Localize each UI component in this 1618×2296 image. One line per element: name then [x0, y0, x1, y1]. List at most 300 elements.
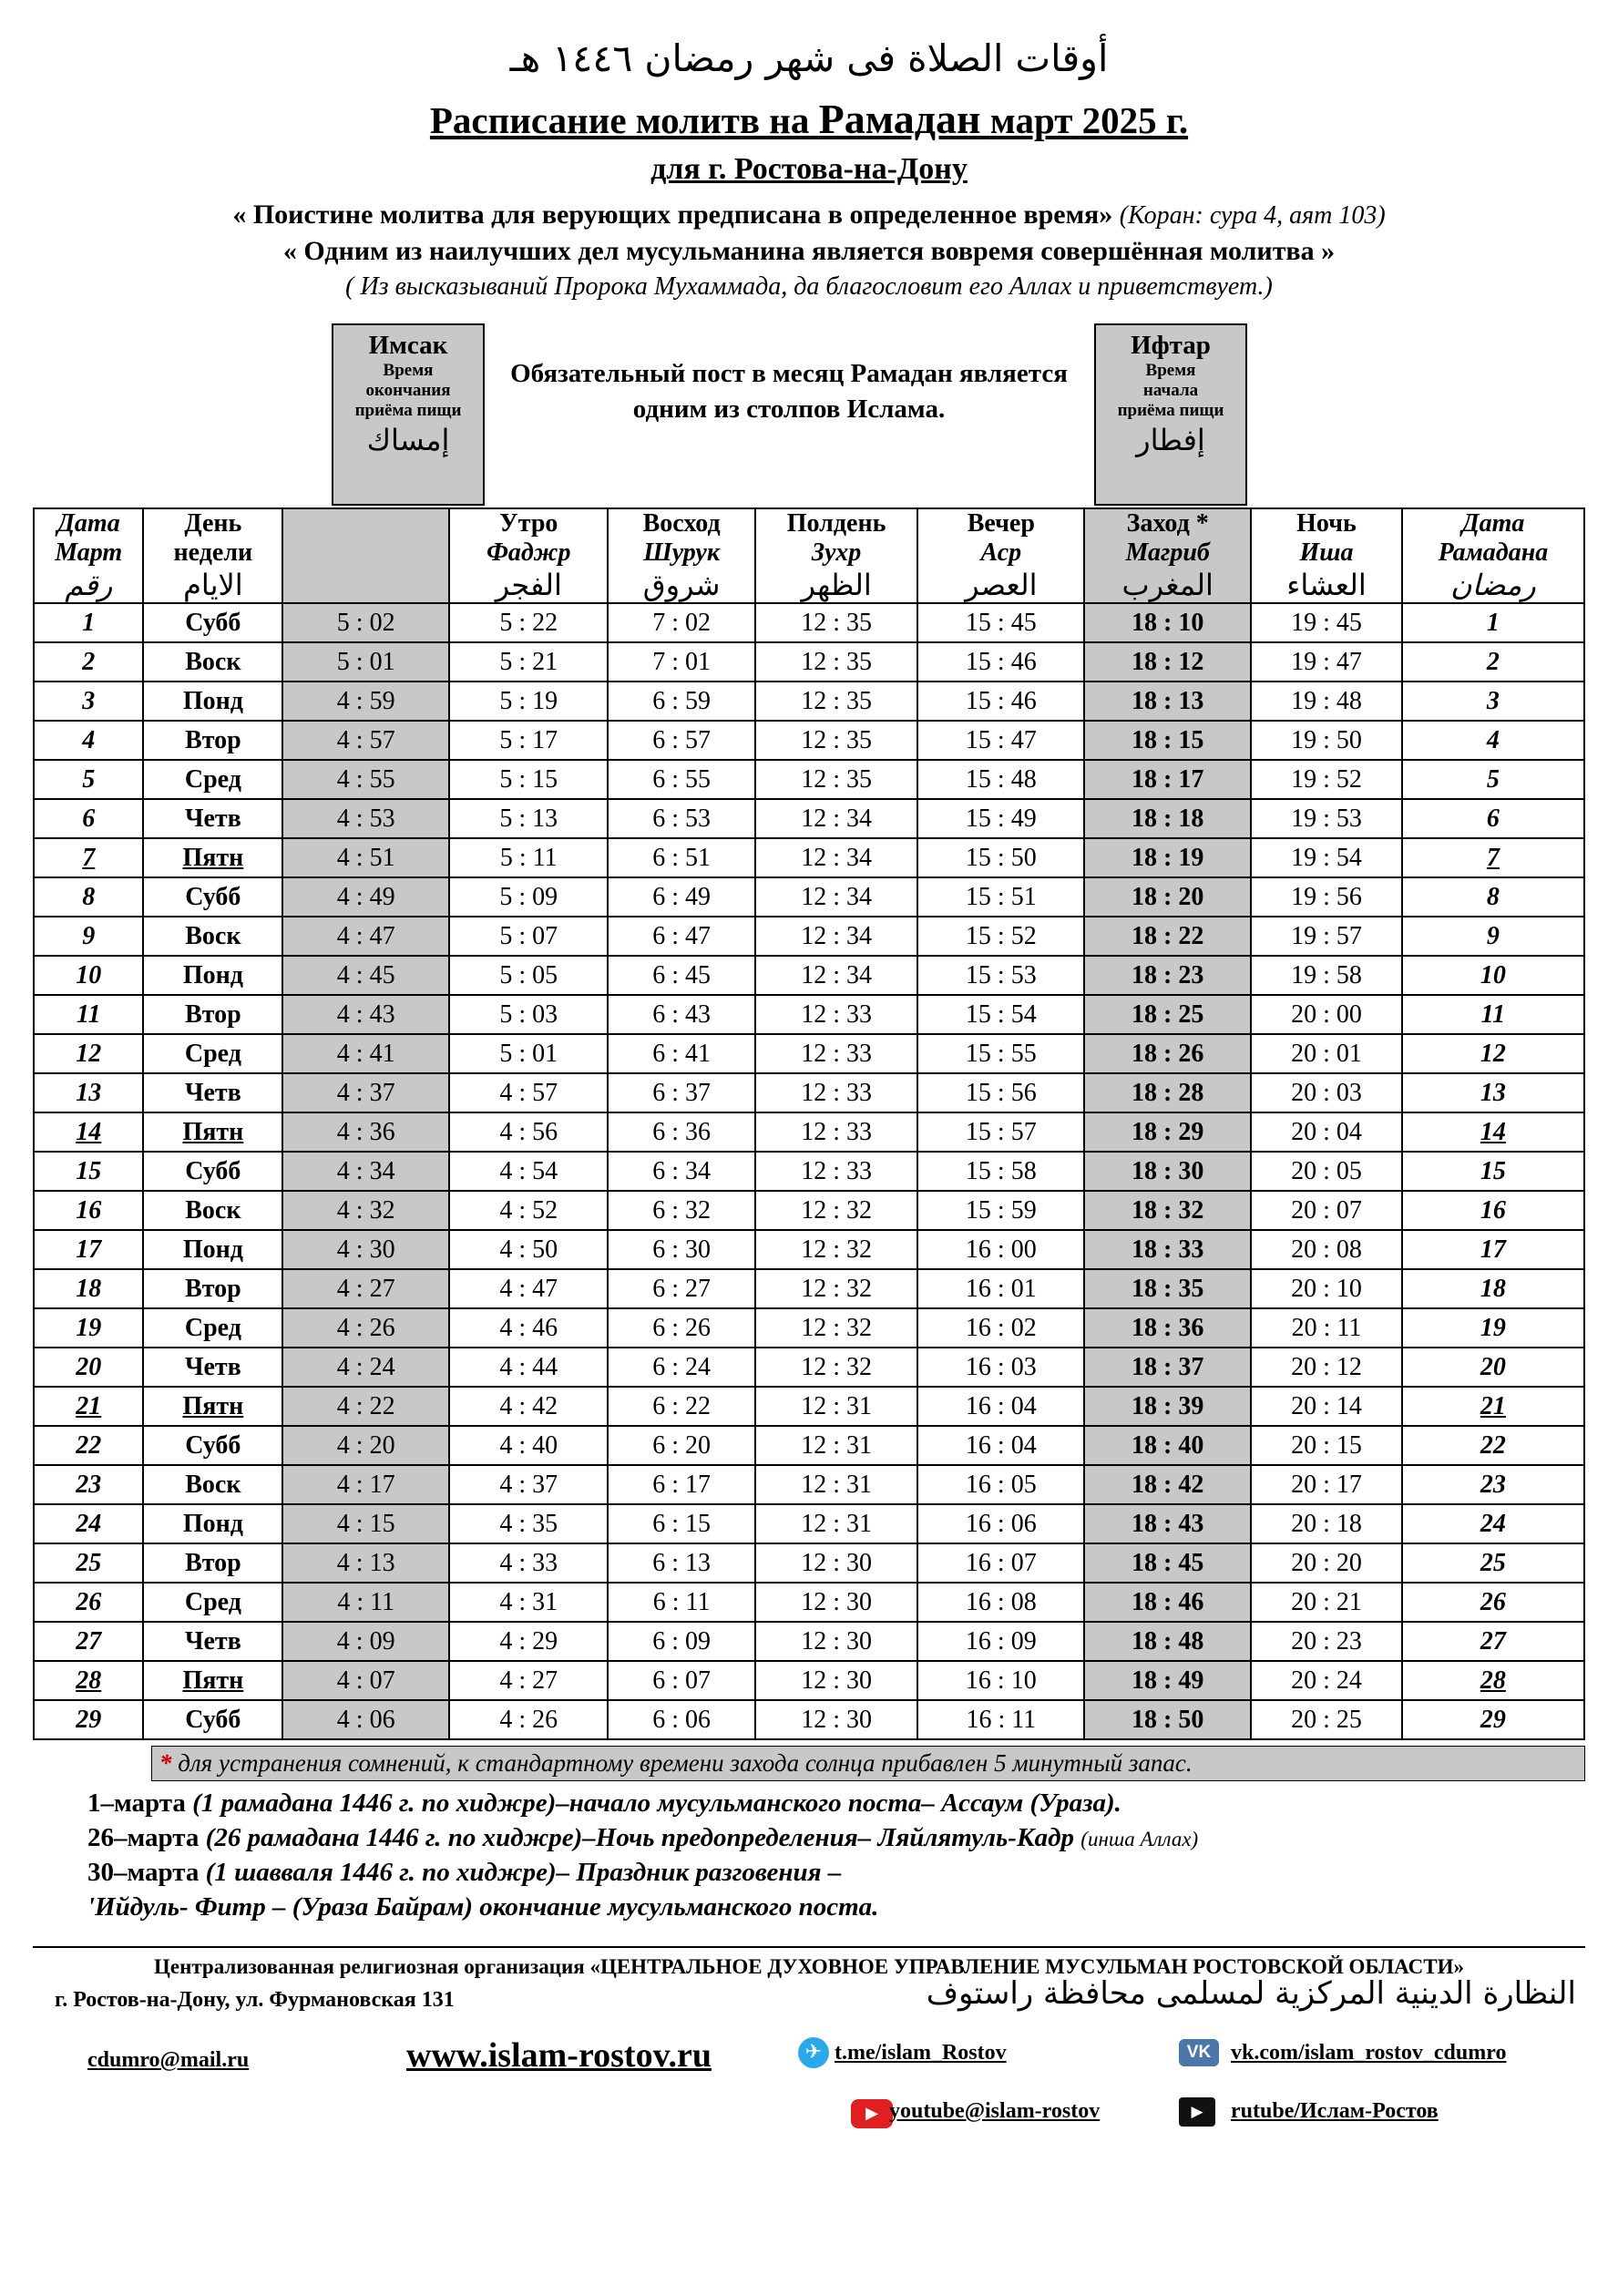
- cell-isha: 20 : 21: [1251, 1583, 1402, 1622]
- table-row: [34, 721, 1584, 760]
- cell-ramadan: 14: [1402, 1112, 1584, 1152]
- cell-isha: 19 : 56: [1251, 877, 1402, 917]
- table-head: [34, 508, 1584, 603]
- cell-zuhr: 12 : 31: [755, 1387, 918, 1426]
- cell-magrib: 18 : 12: [1084, 642, 1251, 682]
- cell-asr: 15 : 52: [917, 917, 1084, 956]
- cell-asr: 16 : 02: [917, 1308, 1084, 1348]
- cell-isha: 20 : 14: [1251, 1387, 1402, 1426]
- cell-fajr: 5 : 13: [449, 799, 608, 838]
- cell-asr: 16 : 09: [917, 1622, 1084, 1661]
- holiday-note: [87, 1858, 1585, 1888]
- cell-imsak: 4 : 53: [282, 799, 449, 838]
- cell-zuhr: 12 : 34: [755, 838, 918, 877]
- cell-fajr: 5 : 05: [449, 956, 608, 995]
- th-asr-l1: Вечер: [967, 509, 1035, 538]
- banner-row: [33, 323, 1585, 506]
- cell-date: 22: [34, 1426, 143, 1465]
- cell-day: Воск: [143, 1191, 282, 1230]
- cell-imsak: 5 : 01: [282, 642, 449, 682]
- cell-day: Четв: [143, 799, 282, 838]
- cell-asr: 16 : 00: [917, 1230, 1084, 1269]
- th-weekday-l1: День: [184, 509, 242, 538]
- cell-imsak: 4 : 41: [282, 1034, 449, 1073]
- table-row: [34, 1622, 1584, 1661]
- th-zuhr-l2: Зухр: [811, 538, 862, 567]
- magrib-footnote: [151, 1746, 1585, 1781]
- cell-day: Сред: [143, 1034, 282, 1073]
- cell-asr: 15 : 55: [917, 1034, 1084, 1073]
- th-isha: [1251, 508, 1402, 603]
- cell-asr: 16 : 08: [917, 1583, 1084, 1622]
- cell-asr: 15 : 49: [917, 799, 1084, 838]
- cell-zuhr: 12 : 35: [755, 603, 918, 642]
- th-date-march-l1: Дата: [56, 509, 120, 538]
- cell-magrib: 18 : 30: [1084, 1152, 1251, 1191]
- cell-fajr: 5 : 17: [449, 721, 608, 760]
- cell-zuhr: 12 : 31: [755, 1465, 918, 1504]
- page-subtitle: для г. Ростова-на-Дону: [650, 152, 968, 186]
- th-asr-ar: العصر: [965, 568, 1038, 602]
- th-weekday-ar: الايام: [183, 568, 243, 602]
- quran-quote: [33, 200, 1585, 231]
- th-date-march-ar: رقم: [65, 568, 113, 602]
- cell-fajr: 5 : 22: [449, 603, 608, 642]
- footer-rutube[interactable]: rutube/Ислам-Ростов: [1231, 2099, 1439, 2123]
- cell-asr: 15 : 51: [917, 877, 1084, 917]
- cell-isha: 19 : 54: [1251, 838, 1402, 877]
- cell-shuruk: 6 : 15: [608, 1504, 754, 1543]
- table-row: [34, 1073, 1584, 1112]
- th-date-march-l2: Март: [55, 538, 123, 567]
- cell-zuhr: 12 : 33: [755, 1152, 918, 1191]
- cell-asr: 15 : 46: [917, 682, 1084, 721]
- quran-quote-text: « Поистине молитва для верующих предписана в определенное время»: [232, 200, 1113, 230]
- title-ramadan: Рамадан: [818, 96, 981, 142]
- holiday-note-extra: (инша Аллах): [1080, 1828, 1199, 1850]
- table-row: [34, 917, 1584, 956]
- magrib-footnote-text: для устранения сомнений, к стандартному времени захода солнца прибавлен 5 минутный запас.: [178, 1749, 1193, 1777]
- th-ramadan-l2: Рамадана: [1438, 538, 1549, 567]
- cell-zuhr: 12 : 34: [755, 799, 918, 838]
- cell-date: 7: [34, 838, 143, 877]
- cell-ramadan: 22: [1402, 1426, 1584, 1465]
- cell-date: 20: [34, 1348, 143, 1387]
- th-magrib-ar: المغرب: [1121, 568, 1214, 602]
- cell-imsak: 4 : 07: [282, 1661, 449, 1700]
- cell-fajr: 4 : 33: [449, 1543, 608, 1583]
- imsak-arabic: إمساك: [366, 422, 450, 457]
- th-asr: [917, 508, 1084, 603]
- cell-magrib: 18 : 45: [1084, 1543, 1251, 1583]
- cell-imsak: 4 : 36: [282, 1112, 449, 1152]
- cell-day: Понд: [143, 1230, 282, 1269]
- cell-ramadan: 23: [1402, 1465, 1584, 1504]
- cell-fajr: 4 : 56: [449, 1112, 608, 1152]
- th-date-march: [34, 508, 143, 603]
- cell-date: 27: [34, 1622, 143, 1661]
- cell-fajr: 5 : 07: [449, 917, 608, 956]
- cell-zuhr: 12 : 34: [755, 877, 918, 917]
- cell-asr: 16 : 11: [917, 1700, 1084, 1739]
- title-month-year: март 2025 г.: [989, 99, 1189, 141]
- cell-date: 14: [34, 1112, 143, 1152]
- cell-magrib: 18 : 40: [1084, 1426, 1251, 1465]
- cell-shuruk: 6 : 30: [608, 1230, 754, 1269]
- th-magrib-l1: Заход *: [1126, 509, 1209, 538]
- cell-ramadan: 24: [1402, 1504, 1584, 1543]
- table-header-row: [34, 508, 1584, 603]
- cell-fajr: 4 : 42: [449, 1387, 608, 1426]
- cell-imsak: 4 : 06: [282, 1700, 449, 1739]
- holiday-note: [87, 1892, 1585, 1922]
- cell-isha: 20 : 07: [1251, 1191, 1402, 1230]
- asterisk-marker: *: [159, 1749, 172, 1777]
- cell-shuruk: 6 : 41: [608, 1034, 754, 1073]
- cell-shuruk: 6 : 55: [608, 760, 754, 799]
- footer-social-row: [33, 2090, 1585, 2141]
- hadith-quote: « Одним из наилучших дел мусульманина является вовремя совершённая молитва »: [282, 236, 1336, 266]
- footer-youtube[interactable]: youtube@islam-rostov: [889, 2099, 1101, 2123]
- cell-date: 24: [34, 1504, 143, 1543]
- cell-fajr: 4 : 46: [449, 1308, 608, 1348]
- cell-date: 2: [34, 642, 143, 682]
- cell-shuruk: 7 : 02: [608, 603, 754, 642]
- th-fajr: [449, 508, 608, 603]
- cell-asr: 16 : 04: [917, 1426, 1084, 1465]
- cell-date: 9: [34, 917, 143, 956]
- cell-ramadan: 17: [1402, 1230, 1584, 1269]
- table-row: [34, 877, 1584, 917]
- footer-website[interactable]: www.islam-rostov.ru: [406, 2036, 712, 2075]
- cell-ramadan: 18: [1402, 1269, 1584, 1308]
- table-row: [34, 1583, 1584, 1622]
- cell-zuhr: 12 : 32: [755, 1269, 918, 1308]
- cell-zuhr: 12 : 35: [755, 642, 918, 682]
- holiday-note-date: 1–марта: [87, 1789, 186, 1818]
- cell-ramadan: 7: [1402, 838, 1584, 877]
- footer-address: г. Ростов-на-Дону, ул. Фурмановская 131: [55, 1988, 455, 2012]
- cell-fajr: 4 : 40: [449, 1426, 608, 1465]
- cell-isha: 20 : 00: [1251, 995, 1402, 1034]
- th-fajr-l1: Утро: [499, 509, 558, 538]
- cell-asr: 15 : 47: [917, 721, 1084, 760]
- title-prefix: Расписание молитв на: [429, 99, 810, 141]
- cell-date: 6: [34, 799, 143, 838]
- cell-shuruk: 6 : 53: [608, 799, 754, 838]
- table-row: [34, 1387, 1584, 1426]
- cell-ramadan: 8: [1402, 877, 1584, 917]
- footer: [33, 1946, 1585, 2141]
- cell-zuhr: 12 : 33: [755, 1034, 918, 1073]
- cell-fajr: 4 : 26: [449, 1700, 608, 1739]
- cell-magrib: 18 : 17: [1084, 760, 1251, 799]
- cell-isha: 20 : 01: [1251, 1034, 1402, 1073]
- cell-shuruk: 6 : 24: [608, 1348, 754, 1387]
- table-row: [34, 603, 1584, 642]
- cell-magrib: 18 : 26: [1084, 1034, 1251, 1073]
- cell-isha: 19 : 47: [1251, 642, 1402, 682]
- cell-imsak: 4 : 09: [282, 1622, 449, 1661]
- cell-zuhr: 12 : 33: [755, 995, 918, 1034]
- cell-shuruk: 6 : 26: [608, 1308, 754, 1348]
- cell-shuruk: 6 : 22: [608, 1387, 754, 1426]
- th-weekday: [143, 508, 282, 603]
- th-isha-ar: العشاء: [1286, 568, 1367, 602]
- th-zuhr-l1: Полдень: [786, 509, 886, 538]
- footer-vk[interactable]: vk.com/islam_rostov_cdumro: [1231, 2041, 1507, 2065]
- footer-organization: Централизованная религиозная организация «ЦЕНТРАЛЬНОЕ ДУХОВНОЕ УПРАВЛЕНИЕ МУСУЛЬМАН РОСТОВСКОЙ ОБЛАСТИ»: [154, 1955, 1464, 1978]
- cell-zuhr: 12 : 35: [755, 682, 918, 721]
- cell-zuhr: 12 : 34: [755, 917, 918, 956]
- th-zuhr-ar: الظهر: [801, 568, 872, 602]
- cell-asr: 15 : 46: [917, 642, 1084, 682]
- cell-isha: 20 : 08: [1251, 1230, 1402, 1269]
- cell-shuruk: 6 : 11: [608, 1583, 754, 1622]
- cell-imsak: 4 : 30: [282, 1230, 449, 1269]
- th-fajr-ar: الفجر: [495, 568, 562, 602]
- cell-magrib: 18 : 29: [1084, 1112, 1251, 1152]
- cell-ramadan: 3: [1402, 682, 1584, 721]
- cell-day: Четв: [143, 1073, 282, 1112]
- cell-isha: 20 : 04: [1251, 1112, 1402, 1152]
- th-shuruk-l1: Восход: [642, 509, 721, 538]
- footer-email[interactable]: cdumro@mail.ru: [87, 2048, 250, 2072]
- cell-asr: 15 : 50: [917, 838, 1084, 877]
- cell-day: Втор: [143, 1269, 282, 1308]
- cell-date: 15: [34, 1152, 143, 1191]
- cell-day: Сред: [143, 1583, 282, 1622]
- cell-day: Воск: [143, 917, 282, 956]
- cell-imsak: 4 : 20: [282, 1426, 449, 1465]
- cell-imsak: 4 : 43: [282, 995, 449, 1034]
- cell-fajr: 5 : 11: [449, 838, 608, 877]
- cell-shuruk: 6 : 59: [608, 682, 754, 721]
- cell-date: 28: [34, 1661, 143, 1700]
- holiday-note: [87, 1823, 1585, 1853]
- cell-isha: 20 : 20: [1251, 1543, 1402, 1583]
- cell-day: Сред: [143, 1308, 282, 1348]
- hadith-quote-source: ( Из высказываний Пророка Мухаммада, да благословит его Аллах и приветствует.): [345, 272, 1273, 301]
- cell-asr: 15 : 48: [917, 760, 1084, 799]
- youtube-icon[interactable]: ▶: [851, 2099, 893, 2128]
- cell-magrib: 18 : 46: [1084, 1583, 1251, 1622]
- cell-magrib: 18 : 25: [1084, 995, 1251, 1034]
- cell-asr: 16 : 03: [917, 1348, 1084, 1387]
- cell-magrib: 18 : 15: [1084, 721, 1251, 760]
- cell-shuruk: 6 : 17: [608, 1465, 754, 1504]
- cell-imsak: 4 : 11: [282, 1583, 449, 1622]
- cell-magrib: 18 : 23: [1084, 956, 1251, 995]
- table-row: [34, 682, 1584, 721]
- cell-asr: 16 : 10: [917, 1661, 1084, 1700]
- cell-zuhr: 12 : 33: [755, 1112, 918, 1152]
- table-row: [34, 799, 1584, 838]
- cell-ramadan: 15: [1402, 1152, 1584, 1191]
- footer-address-row: [33, 1975, 1585, 2032]
- cell-date: 23: [34, 1465, 143, 1504]
- th-asr-l2: Аср: [980, 538, 1022, 567]
- cell-imsak: 4 : 17: [282, 1465, 449, 1504]
- iftar-title: Ифтар: [1131, 331, 1211, 360]
- th-shuruk-l2: Шурук: [643, 538, 721, 567]
- cell-asr: 15 : 58: [917, 1152, 1084, 1191]
- cell-fajr: 4 : 47: [449, 1269, 608, 1308]
- cell-ramadan: 10: [1402, 956, 1584, 995]
- cell-ramadan: 29: [1402, 1700, 1584, 1739]
- cell-magrib: 18 : 18: [1084, 799, 1251, 838]
- cell-day: Понд: [143, 1504, 282, 1543]
- table-row: [34, 1700, 1584, 1739]
- cell-shuruk: 6 : 45: [608, 956, 754, 995]
- table-row: [34, 760, 1584, 799]
- cell-day: Субб: [143, 1700, 282, 1739]
- cell-ramadan: 12: [1402, 1034, 1584, 1073]
- holiday-note-date: 30–марта: [87, 1858, 200, 1887]
- cell-isha: 20 : 11: [1251, 1308, 1402, 1348]
- cell-fajr: 4 : 35: [449, 1504, 608, 1543]
- th-magrib: [1084, 508, 1251, 603]
- cell-shuruk: 6 : 27: [608, 1269, 754, 1308]
- cell-day: Пятн: [143, 838, 282, 877]
- cell-date: 4: [34, 721, 143, 760]
- cell-magrib: 18 : 48: [1084, 1622, 1251, 1661]
- cell-day: Пятн: [143, 1387, 282, 1426]
- holiday-note-text: (26 рамадана 1446 г. по хиджре)–Ночь предопределения– Ляйлятуль-Кадр: [205, 1823, 1075, 1852]
- table-row: [34, 838, 1584, 877]
- cell-ramadan: 6: [1402, 799, 1584, 838]
- cell-shuruk: 6 : 34: [608, 1152, 754, 1191]
- cell-isha: 19 : 57: [1251, 917, 1402, 956]
- cell-imsak: 4 : 49: [282, 877, 449, 917]
- cell-magrib: 18 : 37: [1084, 1348, 1251, 1387]
- cell-magrib: 18 : 19: [1084, 838, 1251, 877]
- table-row: [34, 1112, 1584, 1152]
- table-body: [34, 603, 1584, 1739]
- cell-shuruk: 6 : 07: [608, 1661, 754, 1700]
- cell-shuruk: 6 : 32: [608, 1191, 754, 1230]
- table-row: [34, 1308, 1584, 1348]
- vk-icon[interactable]: VK: [1179, 2039, 1219, 2066]
- cell-day: Сред: [143, 760, 282, 799]
- cell-asr: 15 : 54: [917, 995, 1084, 1034]
- cell-imsak: 4 : 57: [282, 721, 449, 760]
- table-row: [34, 1465, 1584, 1504]
- cell-isha: 20 : 25: [1251, 1700, 1402, 1739]
- footer-arabic: النظارة الدينية المركزية لمسلمى محافظة راستوف: [926, 1975, 1576, 2012]
- cell-magrib: 18 : 49: [1084, 1661, 1251, 1700]
- cell-fajr: 5 : 01: [449, 1034, 608, 1073]
- holiday-note-date: 26–марта: [87, 1823, 200, 1852]
- cell-imsak: 4 : 32: [282, 1191, 449, 1230]
- cell-zuhr: 12 : 30: [755, 1700, 918, 1739]
- cell-shuruk: 6 : 43: [608, 995, 754, 1034]
- cell-asr: 15 : 57: [917, 1112, 1084, 1152]
- cell-fajr: 5 : 09: [449, 877, 608, 917]
- quran-quote-source: (Коран: сура 4, аят 103): [1119, 201, 1386, 230]
- holiday-note: [87, 1789, 1585, 1819]
- cell-fajr: 4 : 37: [449, 1465, 608, 1504]
- prayer-times-table: [33, 507, 1585, 1740]
- iftar-header-box: [1094, 323, 1247, 506]
- table-row: [34, 1269, 1584, 1308]
- cell-zuhr: 12 : 32: [755, 1191, 918, 1230]
- table-row: [34, 1348, 1584, 1387]
- cell-magrib: 18 : 33: [1084, 1230, 1251, 1269]
- cell-shuruk: 6 : 37: [608, 1073, 754, 1112]
- rutube-icon[interactable]: ▶: [1179, 2097, 1215, 2127]
- cell-isha: 20 : 12: [1251, 1348, 1402, 1387]
- cell-zuhr: 12 : 30: [755, 1622, 918, 1661]
- cell-ramadan: 13: [1402, 1073, 1584, 1112]
- cell-day: Субб: [143, 877, 282, 917]
- cell-isha: 20 : 15: [1251, 1426, 1402, 1465]
- th-fajr-l2: Фаджр: [486, 538, 571, 567]
- cell-ramadan: 16: [1402, 1191, 1584, 1230]
- imsak-title: Имсак: [368, 331, 448, 360]
- cell-imsak: 4 : 22: [282, 1387, 449, 1426]
- cell-ramadan: 9: [1402, 917, 1584, 956]
- th-isha-l2: Иша: [1299, 538, 1354, 567]
- cell-date: 16: [34, 1191, 143, 1230]
- cell-zuhr: 12 : 32: [755, 1230, 918, 1269]
- cell-ramadan: 27: [1402, 1622, 1584, 1661]
- table-row: [34, 1504, 1584, 1543]
- holiday-note-text: (1 шавваля 1446 г. по хиджре)– Праздник разговения –: [205, 1858, 842, 1887]
- table-row: [34, 1191, 1584, 1230]
- imsak-header-box: [332, 323, 485, 506]
- holiday-notes: [87, 1789, 1585, 1922]
- th-shuruk: [608, 508, 754, 603]
- cell-ramadan: 4: [1402, 721, 1584, 760]
- cell-day: Понд: [143, 956, 282, 995]
- cell-isha: 20 : 17: [1251, 1465, 1402, 1504]
- cell-asr: 16 : 07: [917, 1543, 1084, 1583]
- cell-shuruk: 6 : 13: [608, 1543, 754, 1583]
- cell-zuhr: 12 : 32: [755, 1308, 918, 1348]
- cell-ramadan: 25: [1402, 1543, 1584, 1583]
- cell-date: 3: [34, 682, 143, 721]
- cell-date: 11: [34, 995, 143, 1034]
- cell-date: 1: [34, 603, 143, 642]
- cell-shuruk: 6 : 47: [608, 917, 754, 956]
- cell-day: Пятн: [143, 1112, 282, 1152]
- cell-zuhr: 12 : 30: [755, 1583, 918, 1622]
- cell-date: 13: [34, 1073, 143, 1112]
- table-row: [34, 956, 1584, 995]
- cell-magrib: 18 : 20: [1084, 877, 1251, 917]
- cell-shuruk: 6 : 57: [608, 721, 754, 760]
- cell-isha: 19 : 53: [1251, 799, 1402, 838]
- footer-contact-row: [33, 2032, 1585, 2090]
- table-row: [34, 1152, 1584, 1191]
- telegram-icon[interactable]: ✈: [798, 2037, 829, 2068]
- cell-ramadan: 20: [1402, 1348, 1584, 1387]
- table-row: [34, 995, 1584, 1034]
- cell-ramadan: 26: [1402, 1583, 1584, 1622]
- th-ramadan-l1: Дата: [1461, 509, 1525, 538]
- cell-asr: 15 : 59: [917, 1191, 1084, 1230]
- footer-telegram[interactable]: t.me/islam_Rostov: [835, 2041, 1007, 2065]
- cell-ramadan: 28: [1402, 1661, 1584, 1700]
- cell-fajr: 4 : 29: [449, 1622, 608, 1661]
- table-row: [34, 1230, 1584, 1269]
- cell-ramadan: 1: [1402, 603, 1584, 642]
- holiday-note-text: (1 рамадана 1446 г. по хиджре)–начало мусульманского поста– Ассаум (Ураза).: [192, 1789, 1121, 1818]
- cell-day: Субб: [143, 1152, 282, 1191]
- cell-date: 18: [34, 1269, 143, 1308]
- cell-imsak: 4 : 59: [282, 682, 449, 721]
